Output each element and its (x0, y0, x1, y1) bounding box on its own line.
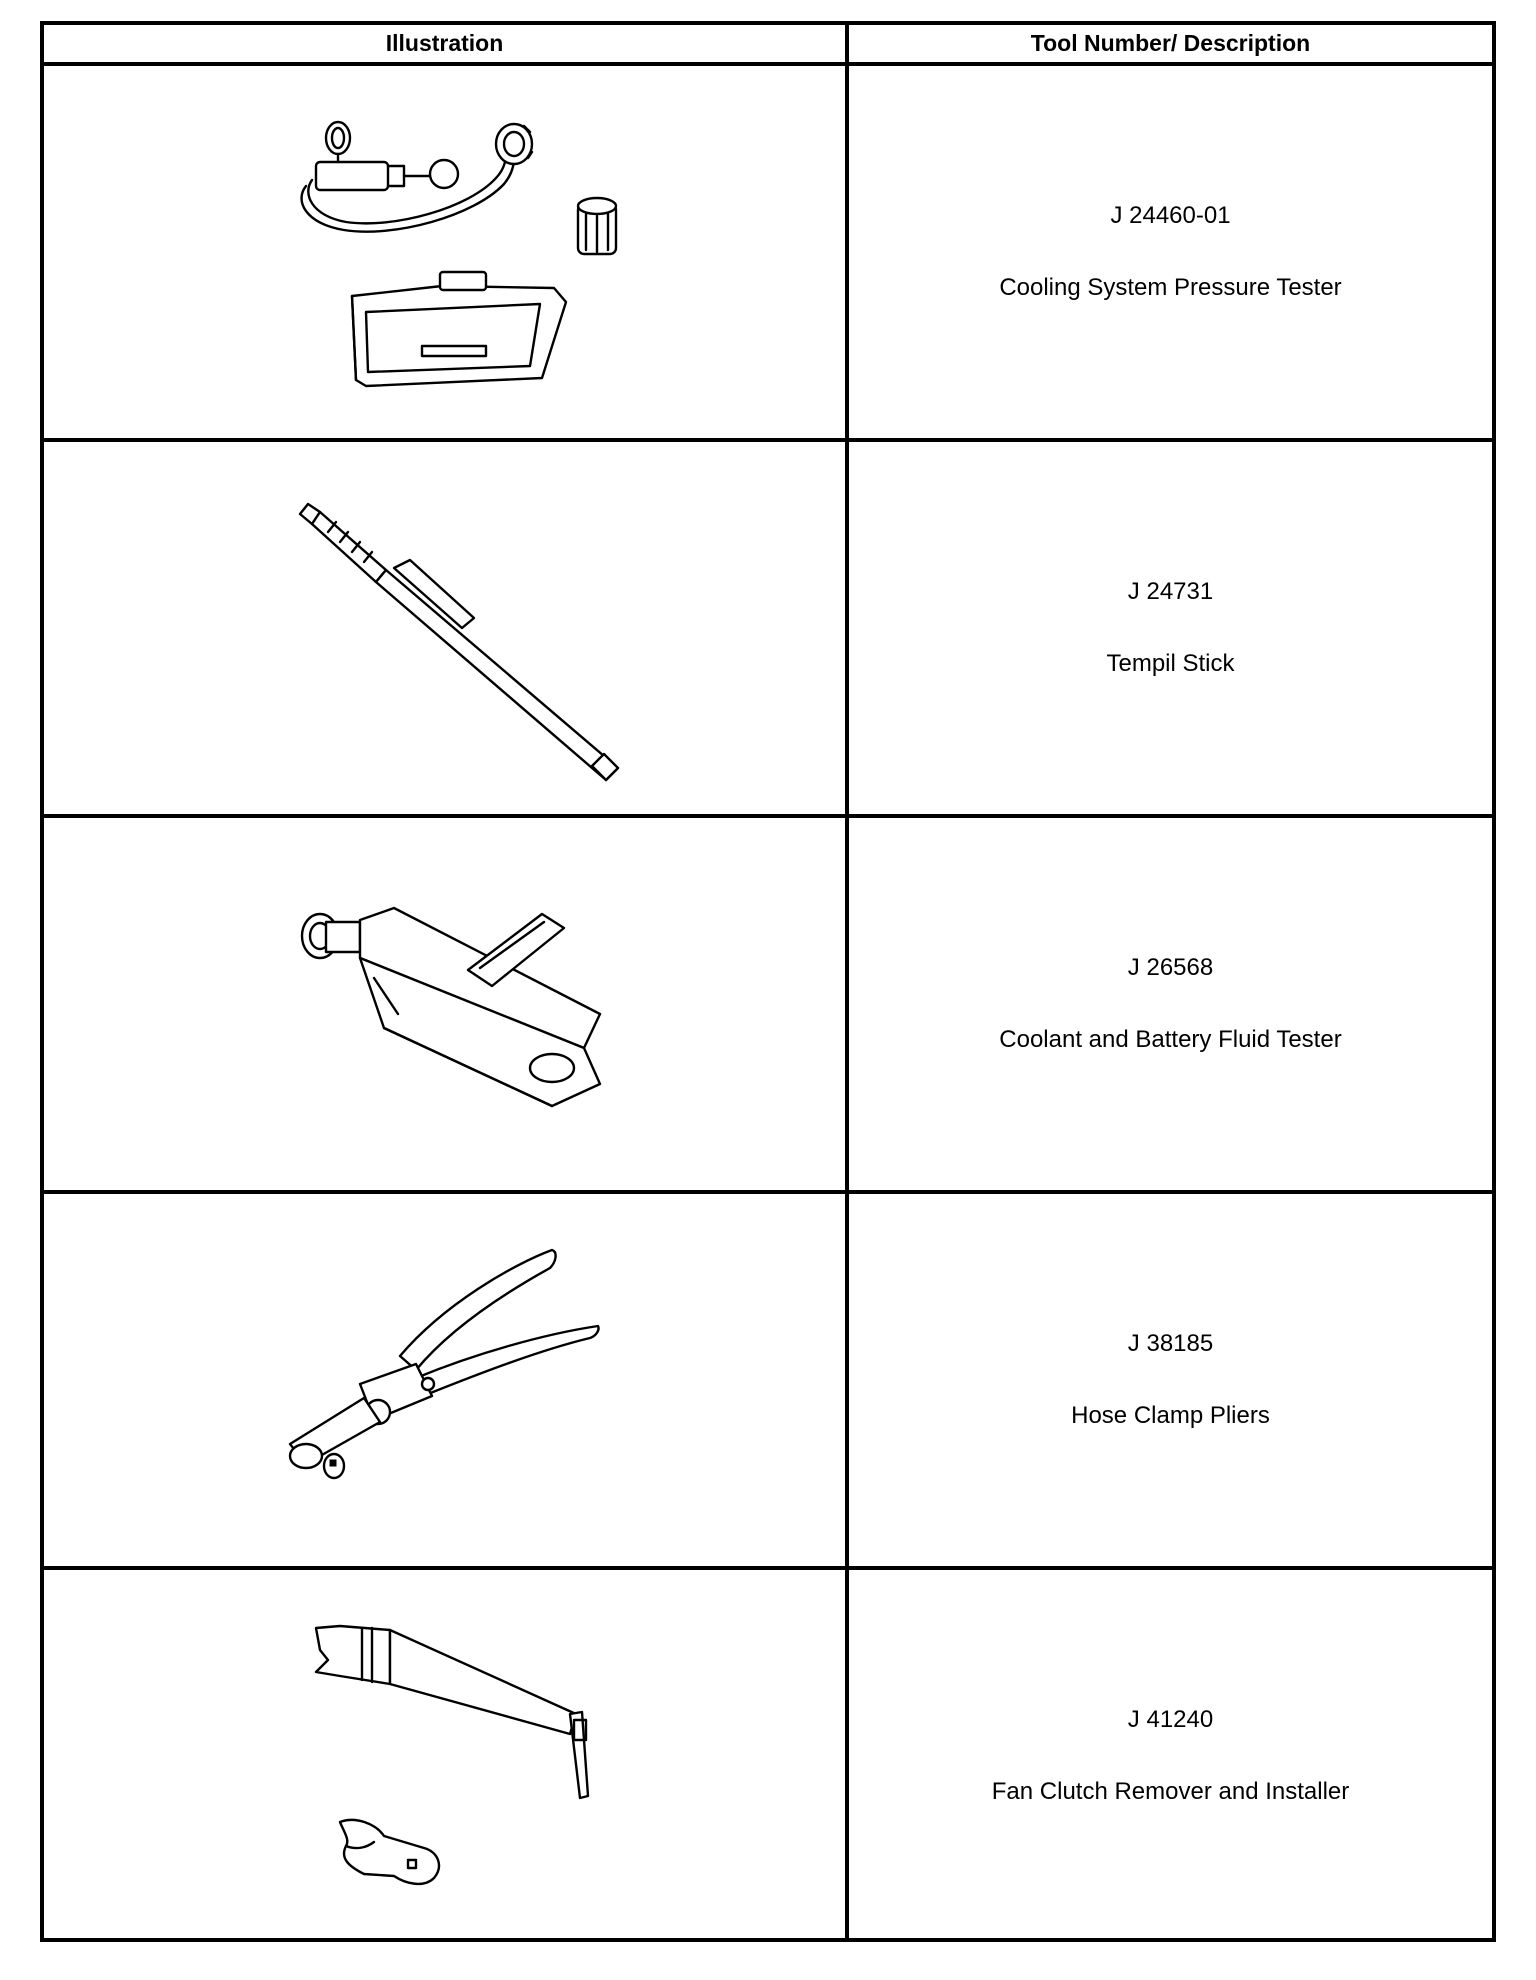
table-row (44, 818, 1492, 1194)
illustration-cell (44, 66, 845, 438)
tool-description: Cooling System Pressure Tester (999, 274, 1342, 301)
tempil-stick-icon (44, 442, 845, 814)
description-cell (849, 1570, 1492, 1942)
header-tool-number-description: Tool Number/ Description (1030, 30, 1311, 56)
header-illustration: Illustration (385, 30, 504, 56)
tool-description: Fan Clutch Remover and Installer (991, 1778, 1350, 1805)
illustration-cell (44, 1194, 845, 1566)
description-cell (849, 442, 1492, 814)
tool-number: J 24460-01 (1110, 202, 1231, 229)
tool-description: Hose Clamp Pliers (1071, 1402, 1270, 1429)
table-row (44, 1570, 1492, 1942)
refractometer-icon (44, 818, 845, 1190)
tool-table (40, 21, 1496, 1942)
fan-clutch-wrench-icon (44, 1570, 845, 1942)
tool-description: Coolant and Battery Fluid Tester (999, 1026, 1342, 1053)
tool-number: J 24731 (1127, 578, 1214, 605)
description-cell (849, 1194, 1492, 1566)
description-cell (849, 66, 1492, 438)
table-header-row (44, 25, 1492, 66)
table-row (44, 66, 1492, 442)
illustration-cell (44, 818, 845, 1190)
illustration-cell (44, 442, 845, 814)
tool-number: J 41240 (1127, 1706, 1214, 1733)
hose-clamp-pliers-icon (44, 1194, 845, 1566)
pressure-tester-kit-icon (44, 66, 845, 438)
tool-number: J 26568 (1127, 954, 1214, 981)
table-row (44, 1194, 1492, 1570)
table-row (44, 442, 1492, 818)
description-cell (849, 818, 1492, 1190)
illustration-cell (44, 1570, 845, 1942)
tool-number: J 38185 (1127, 1330, 1214, 1357)
tool-description: Tempil Stick (1106, 650, 1235, 677)
